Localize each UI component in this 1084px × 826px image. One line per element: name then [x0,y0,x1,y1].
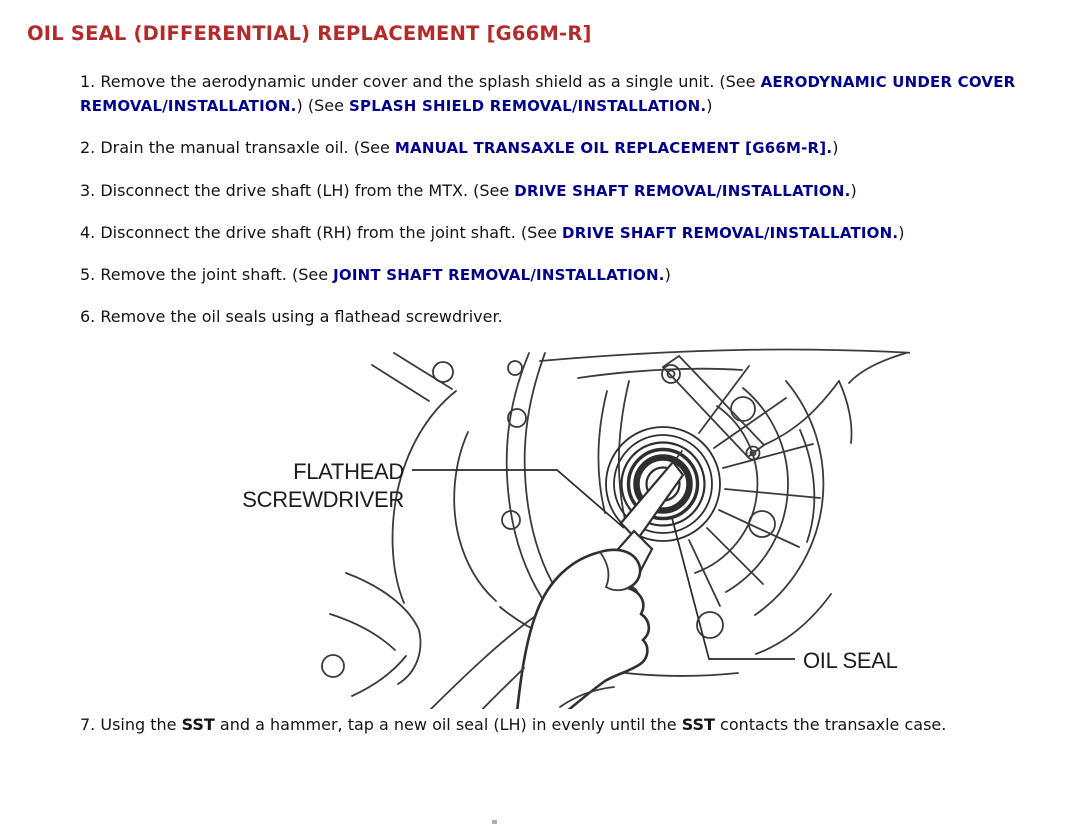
step-text: 4. Disconnect the drive shaft (RH) from the joint shaft. (See [80,222,563,242]
step-text: ) [850,180,857,200]
bold-text: SST [681,715,715,735]
step-paragraph [80,263,1048,287]
step-paragraph [80,136,1048,160]
step-paragraph [80,70,1048,118]
step-paragraph [80,713,1048,737]
ref-link[interactable]: DRIVE SHAFT REMOVAL/INSTALLATION. [562,223,899,242]
flathead-label-line1: FLATHEAD [293,459,404,485]
step-text: 6. Remove the oil seals using a flathead screwdriver. [80,307,503,327]
step-text: 5. Remove the joint shaft. (See [80,265,334,285]
ref-link[interactable]: DRIVE SHAFT REMOVAL/INSTALLATION. [514,181,851,200]
step-text: ) (See [296,96,349,116]
step-paragraph [80,179,1048,203]
procedure-steps-1-6 [0,70,1084,329]
step-text: contacts the transaxle case. [714,715,947,735]
ref-link[interactable]: JOINT SHAFT REMOVAL/INSTALLATION. [333,266,665,285]
flathead-label-line2: SCREWDRIVER [242,487,404,513]
step-paragraph [80,305,1048,329]
bold-text: SST [181,715,215,735]
step-text: ) [664,265,671,285]
oil-seal-leader-line [672,518,795,659]
step-text: ) [706,96,713,116]
hand [426,550,649,709]
transaxle-line-drawing [240,347,910,709]
procedure-step-7 [0,713,1084,737]
ref-link[interactable]: MANUAL TRANSAXLE OIL REPLACEMENT [G66M-R]. [394,139,833,158]
oil-seal-label: OIL SEAL [803,648,898,674]
step-text: 3. Disconnect the drive shaft (LH) from the MTX. (See [80,180,515,200]
flathead-leader-line [412,470,624,528]
step-text: 2. Drain the manual transaxle oil. (See [80,138,395,158]
ref-link[interactable]: SPLASH SHIELD REMOVAL/INSTALLATION. [349,97,707,116]
step-text: 7. Using the [80,715,182,735]
step-text: and a hammer, tap a new oil seal (LH) in evenly until the [214,715,682,735]
ref-link[interactable]: AERODYNAMIC UNDER COVER REMOVAL/INSTALLATION. [80,73,1016,116]
step-text: ) [832,138,839,158]
page-bottom-artifact [492,820,497,824]
step-text: 1. Remove the aerodynamic under cover and the splash shield as a single unit. (See [80,72,761,91]
page-title: OIL SEAL (DIFFERENTIAL) REPLACEMENT [G66M-R] [27,22,592,45]
oil-seal-removal-diagram [240,347,910,709]
step-text: ) [898,222,905,242]
step-paragraph [80,221,1048,245]
